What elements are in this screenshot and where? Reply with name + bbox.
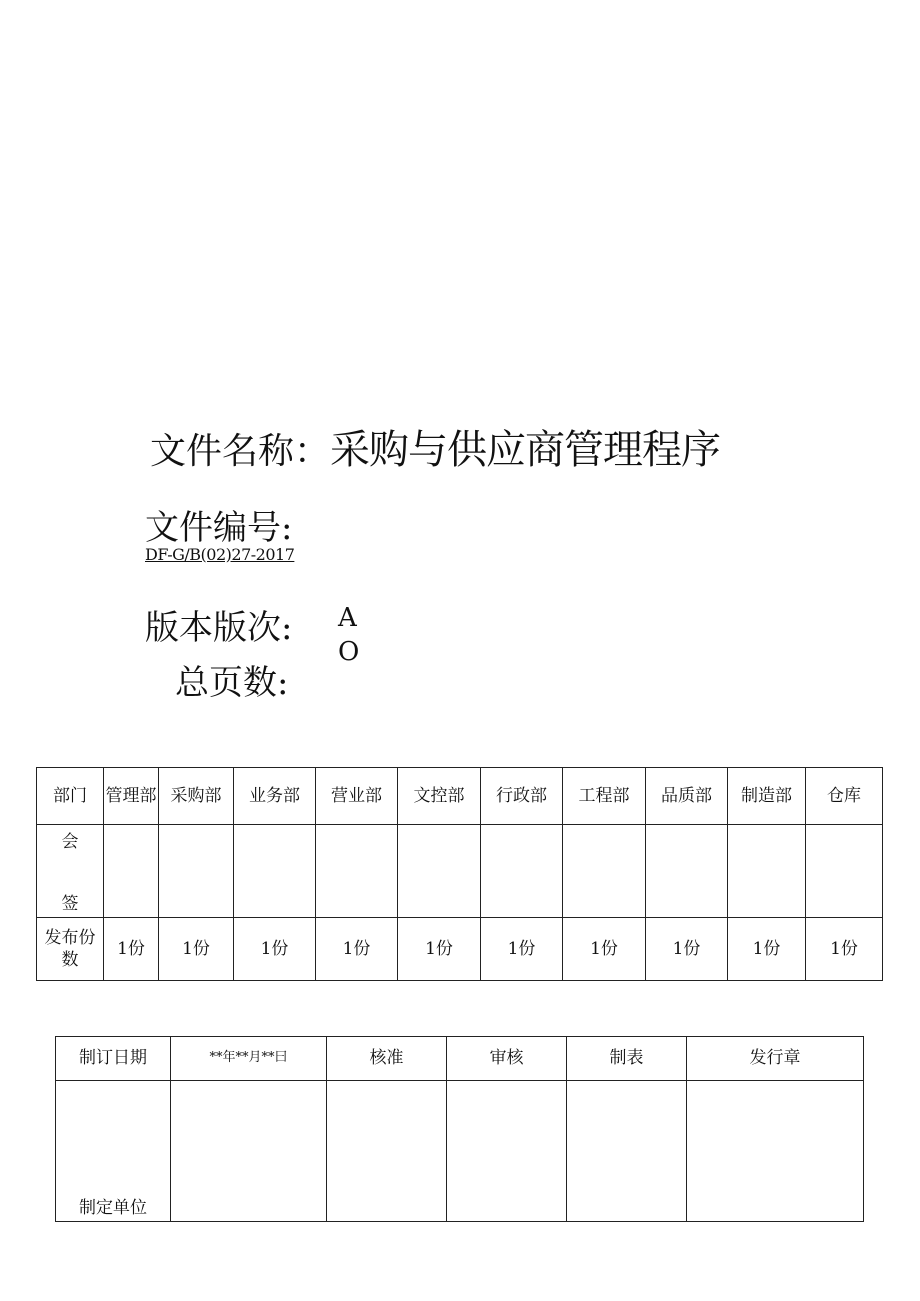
signature-cell[interactable] <box>646 825 728 918</box>
signature-cell[interactable] <box>398 825 481 918</box>
department-header-cell: 部门 <box>37 768 104 825</box>
countersign-label-a: 会 <box>61 832 79 852</box>
signature-cell[interactable] <box>234 825 316 918</box>
copies-cell: 1份 <box>104 918 159 981</box>
approval-body-row <box>56 1081 864 1222</box>
version-value: A <box>338 603 357 633</box>
signature-cell[interactable] <box>159 825 234 918</box>
copies-cell: 1份 <box>728 918 806 981</box>
copies-cell: 1份 <box>234 918 316 981</box>
distribution-table <box>36 767 883 981</box>
signature-cell[interactable] <box>104 825 159 918</box>
department-header-cell: 采购部 <box>159 768 234 825</box>
department-header-row <box>37 768 883 825</box>
approval-table <box>55 1036 864 1222</box>
signature-cell[interactable] <box>806 825 883 918</box>
approval-header-cell: 制订日期 <box>56 1037 171 1081</box>
approval-entry-cell[interactable] <box>327 1081 447 1222</box>
file-number-value: DF-G/B(02)27-2017 <box>145 545 295 564</box>
copies-cell: 1份 <box>646 918 728 981</box>
approval-header-row <box>56 1037 864 1081</box>
signature-cell[interactable] <box>481 825 563 918</box>
revision-date-value: **年**月**曰 <box>171 1037 327 1081</box>
approval-entry-cell[interactable] <box>567 1081 687 1222</box>
department-header-cell: 仓库 <box>806 768 883 825</box>
title-value: 采购与供应商管理程序 <box>330 427 721 473</box>
document-title <box>150 418 720 475</box>
copies-label: 发布份数 <box>37 918 104 981</box>
signature-cell[interactable] <box>728 825 806 918</box>
signature-cell[interactable] <box>563 825 646 918</box>
countersign-label-b: 签 <box>61 893 79 914</box>
total-pages-label: 总页数: <box>175 663 289 703</box>
department-header-cell: 品质部 <box>646 768 728 825</box>
approval-header-cell: 核准 <box>327 1037 447 1081</box>
copies-cell: 1份 <box>563 918 646 981</box>
department-header-cell: 管理部 <box>104 768 159 825</box>
issuing-unit-label: 制定单位 <box>79 1197 147 1218</box>
department-header-cell: 制造部 <box>728 768 806 825</box>
total-pages-value: O <box>338 637 360 667</box>
signature-cell[interactable] <box>316 825 398 918</box>
copies-cell: 1份 <box>398 918 481 981</box>
approval-entry-cell[interactable] <box>687 1081 864 1222</box>
copies-cell: 1份 <box>159 918 234 981</box>
issuing-unit-cell <box>56 1081 171 1222</box>
approval-entry-cell[interactable] <box>171 1081 327 1222</box>
department-header-cell: 行政部 <box>481 768 563 825</box>
copies-cell: 1份 <box>806 918 883 981</box>
countersign-label-cell <box>37 825 104 918</box>
department-header-cell: 营业部 <box>316 768 398 825</box>
copies-cell: 1份 <box>316 918 398 981</box>
department-header-cell: 文控部 <box>398 768 481 825</box>
version-label: 版本版次: <box>145 608 293 648</box>
title-label: 文件名称： <box>150 431 331 472</box>
department-header-cell: 业务部 <box>234 768 316 825</box>
copies-row <box>37 918 883 981</box>
file-number-label: 文件编号: <box>145 508 293 548</box>
countersign-row <box>37 825 883 918</box>
copies-cell: 1份 <box>481 918 563 981</box>
approval-header-cell: 审核 <box>447 1037 567 1081</box>
approval-header-cell: 发行章 <box>687 1037 864 1081</box>
approval-entry-cell[interactable] <box>447 1081 567 1222</box>
department-header-cell: 工程部 <box>563 768 646 825</box>
approval-header-cell: 制表 <box>567 1037 687 1081</box>
